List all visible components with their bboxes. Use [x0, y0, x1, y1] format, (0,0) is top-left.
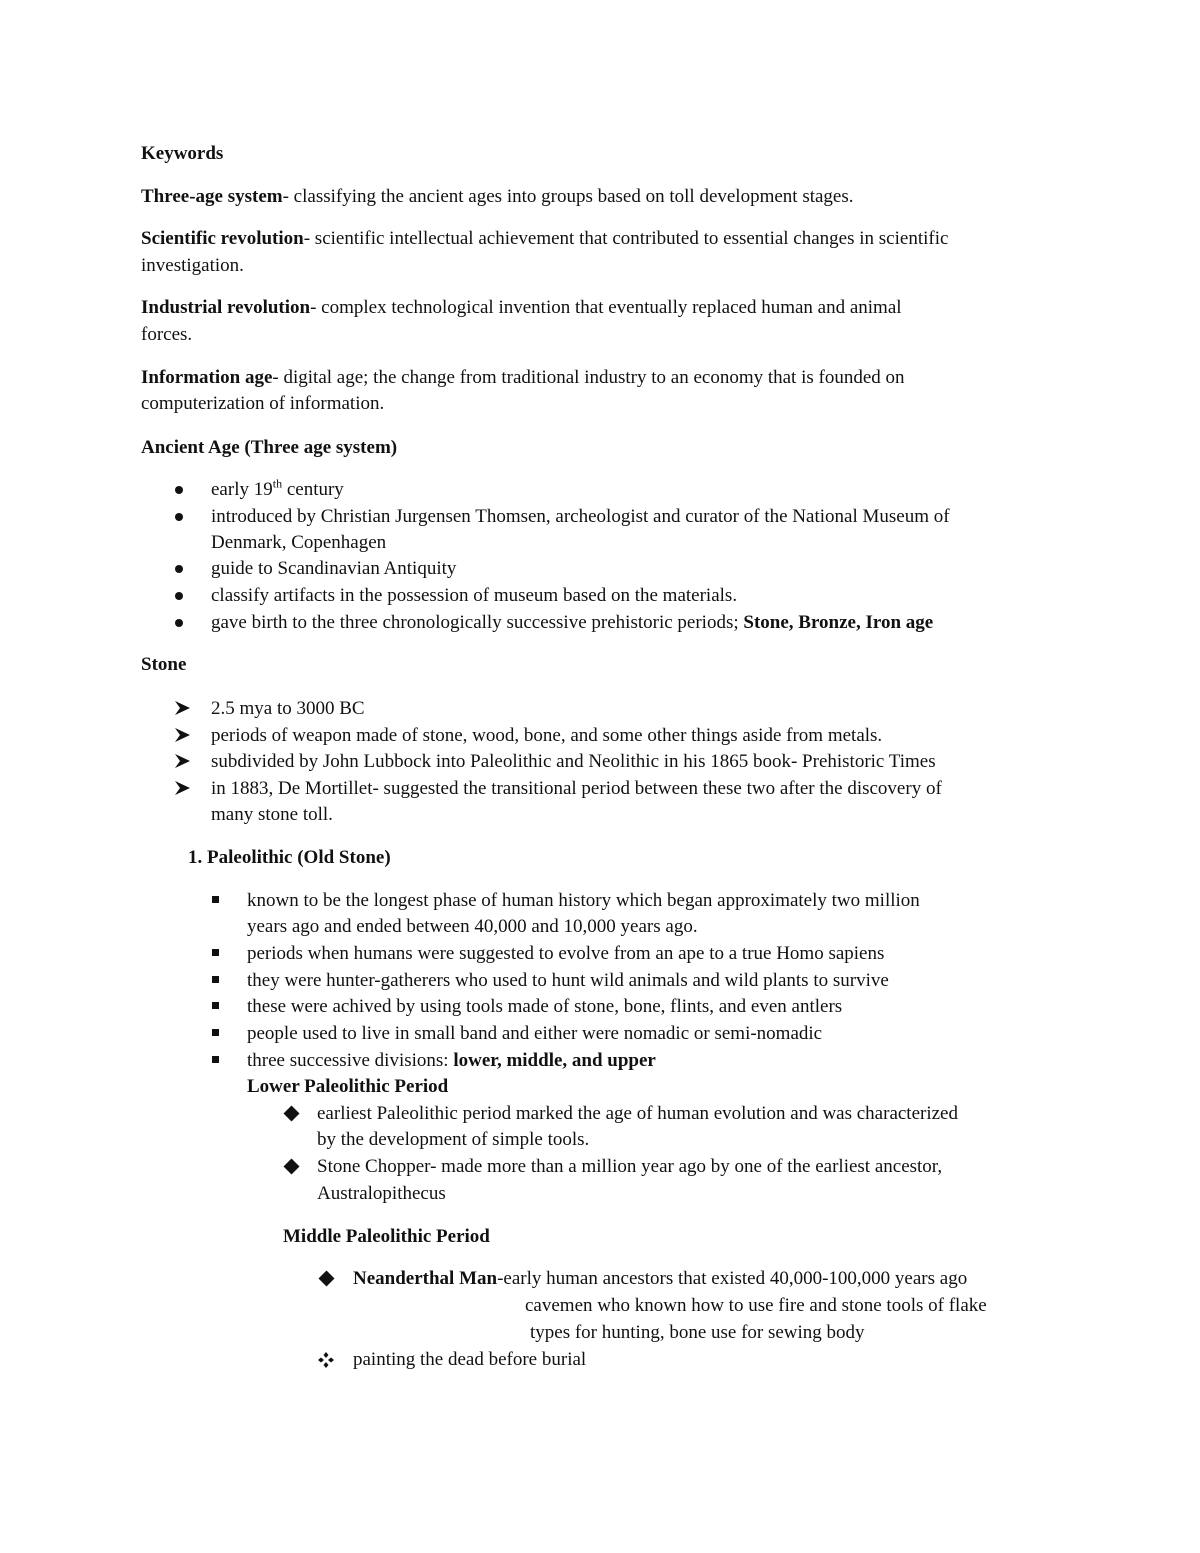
keyword-scientific-revolution: [141, 226, 948, 252]
paleolithic-item: periods when humans were suggested to evolve from an ape to a true Homo sapiens: [247, 943, 885, 964]
section-number: 1.: [188, 847, 203, 868]
item-text: gave birth to the three chronologically successive prehistoric periods;: [211, 612, 744, 633]
ancient-age-item: guide to Scandinavian Antiquity: [211, 558, 457, 579]
middle-paleolithic-heading: Middle Paleolithic Period: [283, 1226, 490, 1247]
item-text: early 19: [211, 479, 273, 500]
middle-paleolithic-item: [353, 1266, 967, 1292]
lower-paleolithic-item: Stone Chopper- made more than a million year ago by one of the earliest ancestor,: [317, 1156, 943, 1177]
stone-item: periods of weapon made of stone, wood, bone, and some other things aside from metals.: [211, 725, 883, 746]
square-bullet-icon: [212, 1029, 219, 1036]
stone-item: 2.5 mya to 3000 BC: [211, 698, 365, 719]
diamond-bullet-icon: [318, 1270, 335, 1287]
ancient-age-item-continuation: Denmark, Copenhagen: [211, 532, 387, 553]
keyword-continuation: forces.: [141, 324, 193, 345]
square-bullet-icon: [212, 1002, 219, 1009]
ancient-age-item: [211, 477, 344, 503]
diamond-bullet-icon: [283, 1158, 300, 1175]
bullet-dot-icon: [174, 512, 184, 522]
square-bullet-icon: [212, 976, 219, 983]
stone-heading: Stone: [141, 654, 187, 675]
ancient-age-item: classify artifacts in the possession of museum based on the materials.: [211, 585, 738, 606]
item-text: century: [282, 479, 344, 500]
square-bullet-icon: [212, 896, 219, 903]
keyword-information-age: [141, 365, 905, 391]
keyword-term: Industrial revolution: [141, 297, 311, 318]
paleolithic-item: known to be the longest phase of human history which began approximately two million: [247, 890, 920, 911]
item-bold-text: lower, middle, and upper: [453, 1050, 656, 1071]
item-bold-text: Neanderthal Man: [353, 1268, 498, 1289]
diamond-bullet-icon: [283, 1105, 300, 1122]
stone-item: in 1883, De Mortillet- suggested the transitional period between these two after the discovery of: [211, 778, 942, 799]
arrowhead-bullet-icon: [174, 700, 191, 716]
stone-item: subdivided by John Lubbock into Paleolithic and Neolithic in his 1865 book- Prehistoric Times: [211, 751, 936, 772]
stone-item-continuation: many stone toll.: [211, 804, 333, 825]
bullet-dot-icon: [174, 485, 184, 495]
keyword-term: Three-age system: [141, 186, 283, 207]
item-text: -early human ancestors that existed 40,000-100,000 years ago: [497, 1268, 968, 1289]
keyword-definition: - digital age; the change from traditional industry to an economy that is founded on: [272, 367, 905, 388]
lower-paleolithic-heading: Lower Paleolithic Period: [247, 1076, 449, 1097]
keyword-definition: - scientific intellectual achievement that contributed to essential changes in scientific: [303, 228, 949, 249]
section-title: Paleolithic (Old Stone): [207, 847, 391, 868]
keyword-definition: - complex technological invention that eventually replaced human and animal: [310, 297, 902, 318]
paleolithic-item: people used to live in small band and either were nomadic or semi-nomadic: [247, 1023, 823, 1044]
lower-paleolithic-item: earliest Paleolithic period marked the age of human evolution and was characterized: [317, 1103, 958, 1124]
keyword-industrial-revolution: [141, 295, 902, 321]
item-bold-text: Stone, Bronze, Iron age: [743, 612, 934, 633]
arrowhead-bullet-icon: [174, 753, 191, 769]
keyword-definition: - classifying the ancient ages into groups based on toll development stages.: [282, 186, 854, 207]
ancient-age-item: introduced by Christian Jurgensen Thomsen, archeologist and curator of the National Museum of: [211, 506, 950, 527]
four-diamond-bullet-icon: [318, 1352, 334, 1368]
paleolithic-item: [247, 1048, 656, 1074]
middle-paleolithic-item: painting the dead before burial: [353, 1349, 587, 1370]
lower-paleolithic-item-continuation: Australopithecus: [317, 1183, 446, 1204]
keyword-term: Information age: [141, 367, 273, 388]
paleolithic-item-continuation: years ago and ended between 40,000 and 10,000 years ago.: [247, 916, 698, 937]
keyword-continuation: computerization of information.: [141, 393, 385, 414]
arrowhead-bullet-icon: [174, 780, 191, 796]
superscript: th: [272, 476, 283, 491]
paleolithic-heading: [188, 845, 391, 871]
bullet-dot-icon: [174, 564, 184, 574]
bullet-dot-icon: [174, 591, 184, 601]
square-bullet-icon: [212, 1056, 219, 1063]
bullet-dot-icon: [174, 618, 184, 628]
item-text: three successive divisions:: [247, 1050, 454, 1071]
middle-paleolithic-item-continuation: types for hunting, bone use for sewing body: [530, 1322, 865, 1343]
keyword-continuation: investigation.: [141, 255, 244, 276]
ancient-age-item: [211, 610, 933, 636]
arrowhead-bullet-icon: [174, 727, 191, 743]
keyword-three-age-system: [141, 184, 854, 210]
keyword-term: Scientific revolution: [141, 228, 304, 249]
paleolithic-item: they were hunter-gatherers who used to hunt wild animals and wild plants to survive: [247, 970, 889, 991]
keywords-heading: Keywords: [141, 143, 224, 164]
square-bullet-icon: [212, 949, 219, 956]
lower-paleolithic-item-continuation: by the development of simple tools.: [317, 1129, 590, 1150]
middle-paleolithic-item-continuation: cavemen who known how to use fire and stone tools of flake: [525, 1295, 987, 1316]
paleolithic-item: these were achived by using tools made of stone, bone, flints, and even antlers: [247, 996, 843, 1017]
ancient-age-heading: Ancient Age (Three age system): [141, 437, 398, 458]
